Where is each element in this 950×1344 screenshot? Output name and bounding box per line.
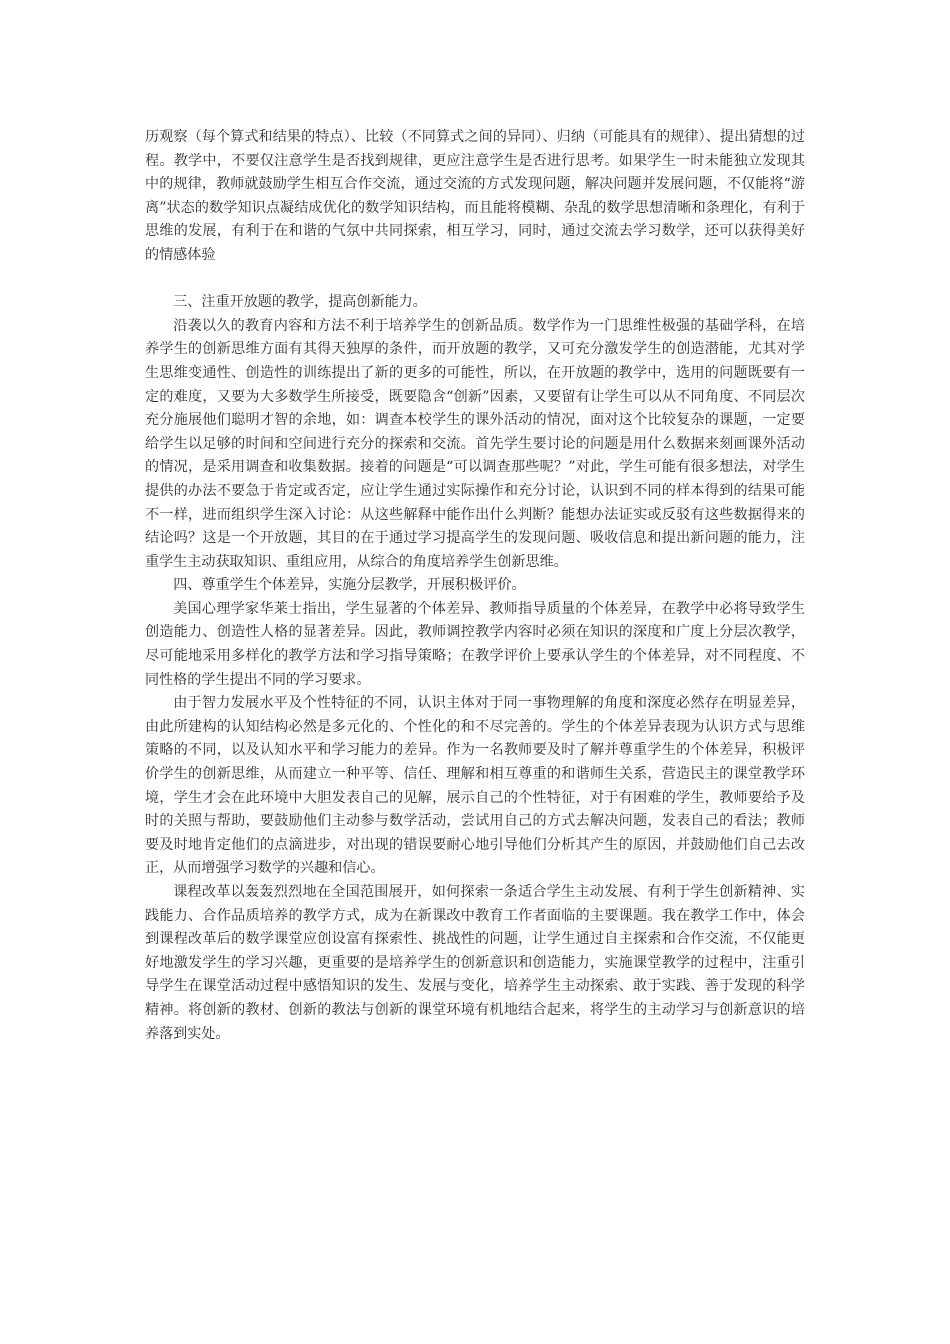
paragraph-wallace: 美国心理学家华莱士指出，学生显著的个体差异、教师指导质量的个体差异，在教学中必将导致学生创造能力、创造性人格的显著差异。因此，教师调控教学内容时必须在知识的深度和广度上分层次教学，尽可能地采用多样化的教学方法和学习指导策略；在教学评价上要承认学生的个体差异，对不同程度、不同性格的学生提出不同的学习要求。 (145, 600, 805, 688)
paragraph-gap (145, 268, 805, 292)
section-heading-individual-differences: 四、尊重学生个体差异，实施分层教学，开展积极评价。 (173, 577, 526, 594)
paragraph-observation: 历观察（每个算式和结果的特点）、比较（不同算式之间的异同）、归纳（可能具有的规律）、提出猜想的过程。教学中，不要仅注意学生是否找到规律，更应注意学生是否进行思考。如果学生一时未能独立发现其中的规律，教师就鼓励学生相互合作交流，通过交流的方式发现问题，解决问题并发展问题，不仅能将“游离”状态的数学知识点凝结成优化的数学知识结构，而且能将模糊、杂乱的数学思想清晰和条理化，有利于思维的发展，有利于在和谐的气氛中共同探索，相互学习，同时，通过交流去学习数学，还可以获得美好的情感体验 (145, 129, 805, 263)
paragraph-cognitive-differences: 由于智力发展水平及个性特征的不同，认识主体对于同一事物理解的角度和深度必然存在明显差异，由此所建构的认知结构必然是多元化的、个性化的和不尽完善的。学生的个体差异表现为认识方式与思维策略的不同，以及认知水平和学习能力的差异。作为一名教师要及时了解并尊重学生的个体差异，积极评价学生的创新思维，从而建立一种平等、信任、理解和相互尊重的和谐师生关系，营造民主的课堂教学环境，学生才会在此环境中大胆发表自己的见解，展示自己的个性特征，对于有困难的学生，教师要给予及时的关照与帮助，要鼓励他们主动参与数学活动，尝试用自己的方式去解决问题，发表自己的看法；教师要及时地肯定他们的点滴进步，对出现的错误要耐心地引导他们分析其产生的原因，并鼓励他们自己去改正，从而增强学习数学的兴趣和信心。 (145, 695, 805, 877)
paragraph-curriculum-reform: 课程改革以轰轰烈烈地在全国范围展开，如何探索一条适合学生主动发展、有利于学生创新精神、实践能力、合作品质培养的教学方式，成为在新课改中教育工作者面临的主要课题。我在教学工作中，体会到课程改革后的数学课堂应创设富有探索性、挑战性的问题，让学生通过自主探索和合作交流，不仅能更好地激发学生的学习兴趣，更重要的是培养学生的创新意识和创造能力，实施课堂教学的过程中，注重引导学生在课堂活动过程中感悟知识的发生、发展与变化，培养学生主动探索、敢于实践、善于发现的科学精神。将创新的教材、创新的教法与创新的课堂环境有机地结合起来，将学生的主动学习与创新意识的培养落到实处。 (145, 884, 805, 1042)
paragraph-open-questions: 沿袭以久的教育内容和方法不利于培养学生的创新品质。数学作为一门思维性极强的基础学科，在培养学生的创新思维方面有其得天独厚的条件，而开放题的教学，又可充分激发学生的创造潜能，尤其对学生思维变通性、创造性的训练提出了新的更多的可能性，所以，在开放题的教学中，选用的问题既要有一定的难度，又要为大多数学生所接受，既要隐含“创新”因素，又要留有让学生可以从不同角度、不同层次充分施展他们聪明才智的余地，如：调查本校学生的课外活动的情况，面对这个比较复杂的课题，一定要给学生以足够的时间和空间进行充分的探索和交流。首先学生要讨论的问题是用什么数据来刻画课外活动的情况，是采用调查和收集数据。接着的问题是“可以调查那些呢？”对此，学生可能有很多想法，对学生提供的办法不要急于肯定或否定，应让学生通过实际操作和充分讨论，认识到不同的样本得到的结果可能不一样，进而组织学生深入讨论：从这些解释中能作出什么判断？能想办法证实或反驳有这些数据得来的结论吗？这是一个开放题，其目的在于通过学习提高学生的发现问题、吸收信息和提出新问题的能力，注重学生主动获取知识、重组应用，从综合的角度培养学生创新思维。 (145, 317, 805, 570)
section-heading-open-questions: 三、注重开放题的教学，提高创新能力。 (173, 294, 427, 311)
document-body (145, 126, 805, 1046)
